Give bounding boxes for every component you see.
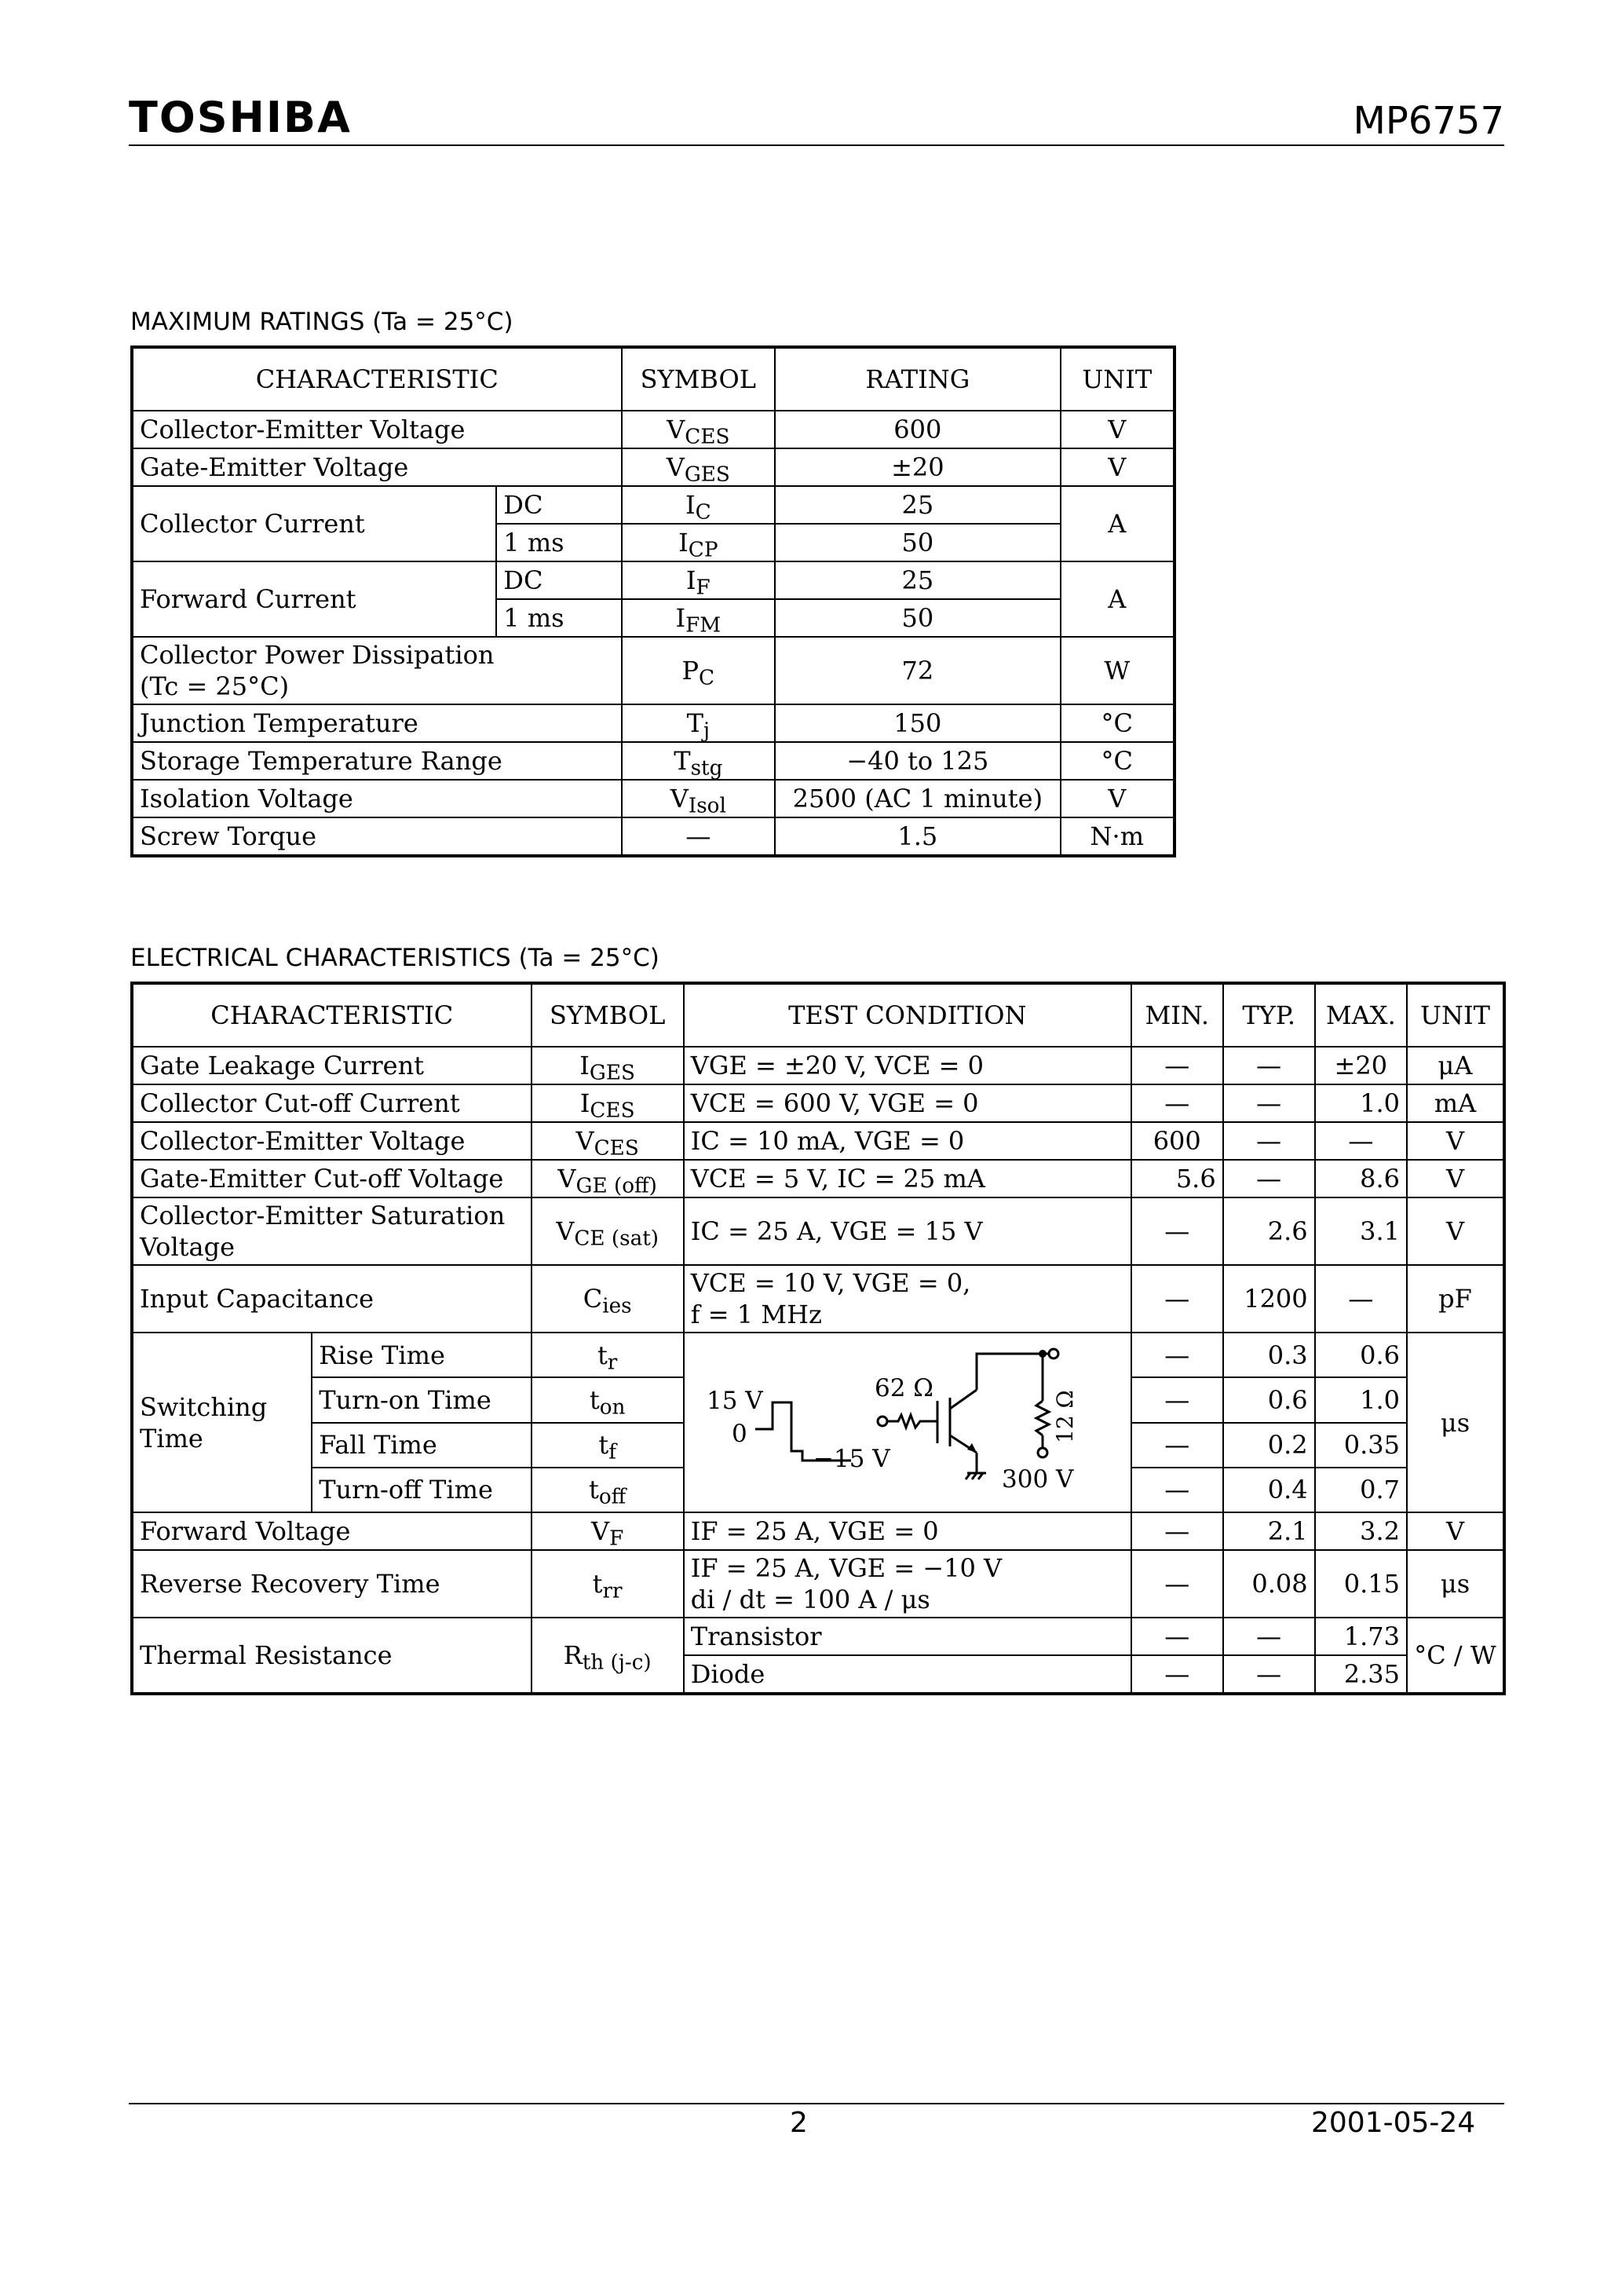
row-unit: V [1407, 1122, 1504, 1160]
row-max: 3.1 [1315, 1197, 1407, 1265]
row-name: Thermal Resistance [132, 1618, 532, 1694]
col-header-characteristic: CHARACTERISTIC [132, 347, 622, 411]
row-unit: mA [1407, 1084, 1504, 1122]
col-header-symbol: SYMBOL [532, 983, 684, 1047]
table-row [132, 780, 1174, 817]
row-unit: V [1061, 411, 1174, 448]
row-max: 2.35 [1315, 1655, 1407, 1694]
row-max: 0.15 [1315, 1550, 1407, 1618]
row-min: — [1131, 1550, 1223, 1618]
row-typ: 0.6 [1223, 1377, 1315, 1422]
row-unit: pF [1407, 1265, 1504, 1333]
row-unit: μs [1407, 1550, 1504, 1618]
row-min: — [1131, 1265, 1223, 1333]
row-symbol: $I_F$ [622, 561, 775, 599]
gate-resistor-icon [887, 1415, 937, 1428]
table-row [132, 561, 1174, 599]
row-max: 1.0 [1315, 1377, 1407, 1422]
row-min: — [1131, 1197, 1223, 1265]
row-symbol: $I_{CP}$ [622, 524, 775, 561]
row-rating: ±20 [775, 448, 1061, 486]
row-min: 600 [1131, 1122, 1223, 1160]
row-max: 8.6 [1315, 1160, 1407, 1197]
row-symbol: — [622, 817, 775, 856]
row-name: Collector Power Dissipation (Tc = 25°C) [132, 637, 622, 704]
row-symbol: $V_F$ [532, 1512, 684, 1550]
table-row [132, 1333, 1504, 1377]
table-header-row [132, 347, 1174, 411]
row-symbol: $t_{rr}$ [532, 1550, 684, 1618]
row-max: — [1315, 1265, 1407, 1333]
row-unit: °C / W [1407, 1618, 1504, 1694]
row-symbol: $V_{CES}$ [622, 411, 775, 448]
row-typ: 0.3 [1223, 1333, 1315, 1377]
row-name: Collector-Emitter Voltage [132, 1122, 532, 1160]
row-unit: W [1061, 637, 1174, 704]
pulse-low-label: −15 V [813, 1445, 890, 1473]
row-typ: 2.6 [1223, 1197, 1315, 1265]
row-rating: 2500 (AC 1 minute) [775, 780, 1061, 817]
row-typ: 0.4 [1223, 1468, 1315, 1512]
footer-rule [129, 2103, 1504, 2104]
elec-chars-title: ELECTRICAL CHARACTERISTICS (Ta = 25°C) [130, 944, 659, 972]
row-condition: DC [496, 486, 621, 524]
col-header-min: MIN. [1131, 983, 1223, 1047]
supply-voltage-label: 300 V [1001, 1465, 1074, 1493]
header-rule [129, 144, 1504, 146]
row-typ: — [1223, 1618, 1315, 1655]
row-min: — [1131, 1512, 1223, 1550]
row-min: — [1131, 1333, 1223, 1377]
row-condition: 1 ms [496, 599, 621, 637]
row-symbol: $I_{FM}$ [622, 599, 775, 637]
emitter-arrow-icon [967, 1443, 977, 1453]
table-row [132, 1122, 1504, 1160]
row-symbol: $I_{CES}$ [532, 1084, 684, 1122]
row-name: Forward Current [132, 561, 496, 637]
row-symbol: $T_j$ [622, 704, 775, 742]
gate-terminal-icon [878, 1417, 887, 1426]
row-condition: IC = 10 mA, VGE = 0 [684, 1122, 1131, 1160]
row-condition: VGE = ±20 V, VCE = 0 [684, 1047, 1131, 1084]
row-symbol: $V_{GES}$ [622, 448, 775, 486]
row-max: 1.0 [1315, 1084, 1407, 1122]
row-symbol: $t_{on}$ [532, 1377, 684, 1422]
row-max: 3.2 [1315, 1512, 1407, 1550]
row-rating: 600 [775, 411, 1061, 448]
max-ratings-title: MAXIMUM RATINGS (Ta = 25°C) [130, 308, 513, 336]
row-unit: V [1061, 448, 1174, 486]
table-row [132, 1160, 1504, 1197]
row-symbol: $t_{off}$ [532, 1468, 684, 1512]
row-name: Storage Temperature Range [132, 742, 622, 780]
row-condition: DC [496, 561, 621, 599]
row-typ: — [1223, 1122, 1315, 1160]
row-unit: V [1407, 1197, 1504, 1265]
row-rating: 50 [775, 524, 1061, 561]
row-typ: — [1223, 1084, 1315, 1122]
row-unit: N·m [1061, 817, 1174, 856]
row-unit: V [1061, 780, 1174, 817]
elec-chars-table [130, 982, 1506, 1695]
output-terminal-icon [1049, 1349, 1058, 1358]
row-typ: — [1223, 1655, 1315, 1694]
col-header-max: MAX. [1315, 983, 1407, 1047]
row-name: Screw Torque [132, 817, 622, 856]
row-condition: Transistor [684, 1618, 1131, 1655]
table-row [132, 486, 1174, 524]
row-symbol: $V_{Isol}$ [622, 780, 775, 817]
load-resistor-icon [1036, 1401, 1049, 1435]
collector-lead [950, 1390, 977, 1409]
brand-logo: TOSHIBA [129, 93, 352, 142]
table-header-row [132, 983, 1504, 1047]
row-typ: 2.1 [1223, 1512, 1315, 1550]
table-row [132, 1047, 1504, 1084]
row-min: — [1131, 1084, 1223, 1122]
col-header-symbol: SYMBOL [622, 347, 775, 411]
table-row [132, 448, 1174, 486]
row-rating: 25 [775, 486, 1061, 524]
pulse-zero-label: 0 [731, 1420, 747, 1448]
row-condition: Diode [684, 1655, 1131, 1694]
junction-dot [1039, 1350, 1047, 1358]
gate-resistor-label: 62 Ω [874, 1374, 933, 1402]
row-rating: 25 [775, 561, 1061, 599]
row-symbol: $P_C$ [622, 637, 775, 704]
row-min: — [1131, 1468, 1223, 1512]
row-symbol: $T_{stg}$ [622, 742, 775, 780]
row-rating: −40 to 125 [775, 742, 1061, 780]
row-max: — [1315, 1122, 1407, 1160]
row-unit: μs [1407, 1333, 1504, 1512]
col-header-typ: TYP. [1223, 983, 1315, 1047]
row-symbol: $V_{GE (off)}$ [532, 1160, 684, 1197]
row-name: Forward Voltage [132, 1512, 532, 1550]
row-name: Isolation Voltage [132, 780, 622, 817]
load-resistor-label: 12 Ω [1051, 1390, 1078, 1443]
row-symbol: $I_C$ [622, 486, 775, 524]
row-condition: 1 ms [496, 524, 621, 561]
row-name: Turn-on Time [312, 1377, 531, 1422]
row-name: Input Capacitance [132, 1265, 532, 1333]
row-name: Gate Leakage Current [132, 1047, 532, 1084]
col-header-rating: RATING [775, 347, 1061, 411]
table-row [132, 1265, 1504, 1333]
row-min: — [1131, 1655, 1223, 1694]
col-header-characteristic: CHARACTERISTIC [132, 983, 532, 1047]
row-min: — [1131, 1618, 1223, 1655]
row-rating: 150 [775, 704, 1061, 742]
row-condition: VCE = 600 V, VGE = 0 [684, 1084, 1131, 1122]
row-condition: IF = 25 A, VGE = −10 V di / dt = 100 A / μs [684, 1550, 1131, 1618]
row-symbol: $t_f$ [532, 1423, 684, 1468]
switching-test-circuit [684, 1333, 1131, 1512]
table-row [132, 637, 1174, 704]
row-typ: — [1223, 1160, 1315, 1197]
max-ratings-table [130, 345, 1176, 857]
pulse-high-label: 15 V [706, 1387, 763, 1415]
document-date: 2001-05-24 [1311, 2107, 1476, 2139]
row-name: Collector-Emitter Voltage [132, 411, 622, 448]
table-row [132, 742, 1174, 780]
col-header-test-condition: TEST CONDITION [684, 983, 1131, 1047]
row-unit: A [1061, 561, 1174, 637]
part-number: MP6757 [1353, 99, 1504, 143]
row-unit: °C [1061, 742, 1174, 780]
row-name: Gate-Emitter Cut-off Voltage [132, 1160, 532, 1197]
table-row [132, 1084, 1504, 1122]
row-name: Turn-off Time [312, 1468, 531, 1512]
row-typ: 0.08 [1223, 1550, 1315, 1618]
row-unit: °C [1061, 704, 1174, 742]
row-rating: 72 [775, 637, 1061, 704]
row-typ: — [1223, 1047, 1315, 1084]
row-symbol: $I_{GES}$ [532, 1047, 684, 1084]
row-min: — [1131, 1377, 1223, 1422]
table-row [132, 1197, 1504, 1265]
row-condition: IC = 25 A, VGE = 15 V [684, 1197, 1131, 1265]
row-max: ±20 [1315, 1047, 1407, 1084]
row-unit: μA [1407, 1047, 1504, 1084]
row-name: Junction Temperature [132, 704, 622, 742]
row-max: 0.6 [1315, 1333, 1407, 1377]
row-min: 5.6 [1131, 1160, 1223, 1197]
row-rating: 1.5 [775, 817, 1061, 856]
row-name: Collector Current [132, 486, 496, 561]
switching-circuit-diagram [685, 1333, 1131, 1503]
table-row [132, 817, 1174, 856]
row-name: Rise Time [312, 1333, 531, 1377]
row-symbol: $t_r$ [532, 1333, 684, 1377]
row-typ: 0.2 [1223, 1423, 1315, 1468]
page-number: 2 [790, 2107, 808, 2139]
col-header-unit: UNIT [1407, 983, 1504, 1047]
table-row [132, 1550, 1504, 1618]
row-condition: VCE = 10 V, VGE = 0, f = 1 MHz [684, 1265, 1131, 1333]
row-name: Collector-Emitter Saturation Voltage [132, 1197, 532, 1265]
row-min: — [1131, 1047, 1223, 1084]
row-max: 1.73 [1315, 1618, 1407, 1655]
row-symbol: $V_{CE (sat)}$ [532, 1197, 684, 1265]
row-unit: V [1407, 1160, 1504, 1197]
row-symbol: $C_{ies}$ [532, 1265, 684, 1333]
row-unit: V [1407, 1512, 1504, 1550]
row-name: Fall Time [312, 1423, 531, 1468]
table-row [132, 1618, 1504, 1655]
row-min: — [1131, 1423, 1223, 1468]
row-condition: IF = 25 A, VGE = 0 [684, 1512, 1131, 1550]
col-header-unit: UNIT [1061, 347, 1174, 411]
row-condition: VCE = 5 V, IC = 25 mA [684, 1160, 1131, 1197]
row-rating: 50 [775, 599, 1061, 637]
row-name: Collector Cut-off Current [132, 1084, 532, 1122]
row-symbol: $R_{th (j-c)}$ [532, 1618, 684, 1694]
row-name: Reverse Recovery Time [132, 1550, 532, 1618]
row-group-name: Switching Time [132, 1333, 312, 1512]
row-typ: 1200 [1223, 1265, 1315, 1333]
row-max: 0.35 [1315, 1423, 1407, 1468]
row-unit: A [1061, 486, 1174, 561]
row-symbol: $V_{CES}$ [532, 1122, 684, 1160]
row-max: 0.7 [1315, 1468, 1407, 1512]
table-row [132, 411, 1174, 448]
row-name: Gate-Emitter Voltage [132, 448, 622, 486]
table-row [132, 704, 1174, 742]
table-row [132, 1512, 1504, 1550]
supply-terminal-icon [1038, 1448, 1047, 1457]
collector-wire [977, 1354, 1049, 1390]
